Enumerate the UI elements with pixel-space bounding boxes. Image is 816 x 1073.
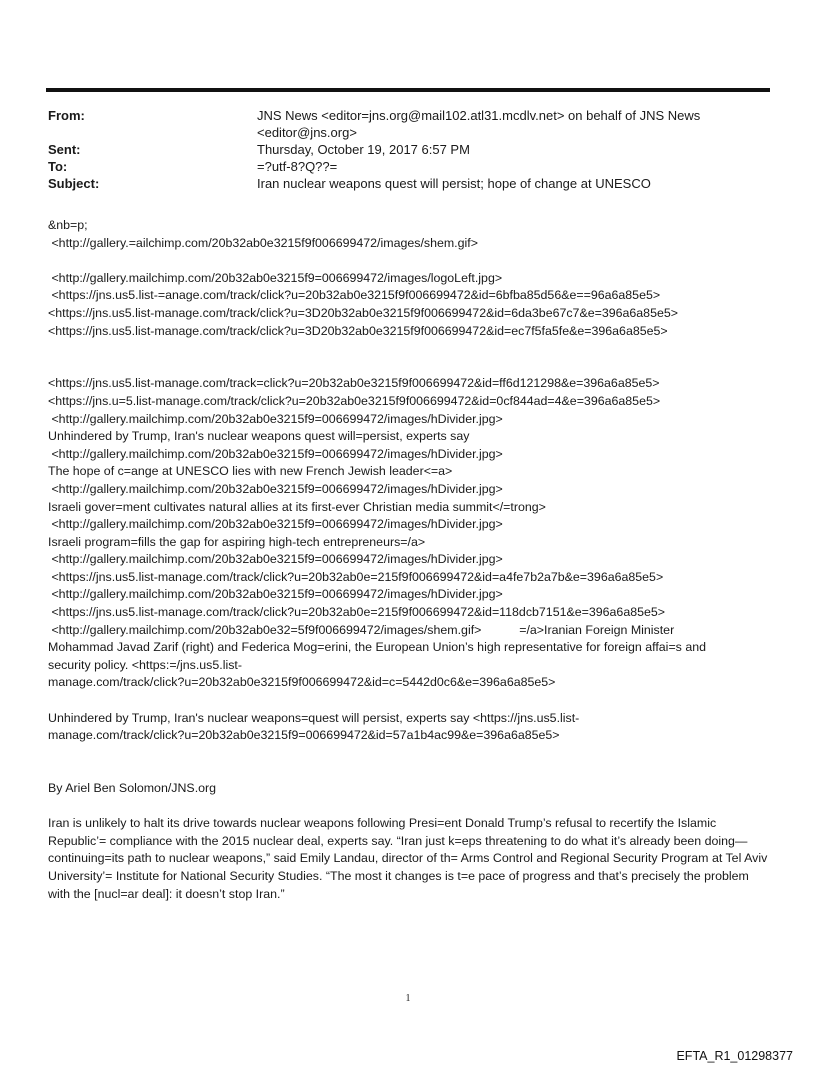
- body-line: Mohammad Javad Zarif (right) and Federica Mog=erini, the European Union’s high representative for foreign affai=s and: [48, 640, 706, 655]
- body-line: manage.com/track/click?u=20b32ab0e3215f9f006699472&id=c=5442d0c6&e=396a6a85e5>: [48, 675, 556, 690]
- from-value: JNS News <editor=jns.org@mail102.atl31.mcdlv.net> on behalf of JNS News <editor@jns.org>: [257, 108, 704, 140]
- email-header: [48, 107, 772, 192]
- body-line: <https://jns.us5.list-manage.com/track=click?u=20b32ab0e3215f9f006699472&id=ff6d121298&e=396a6a85e5>: [48, 376, 660, 391]
- body-line: The hope of c=ange at UNESCO lies with new French Jewish leader<=a>: [48, 464, 453, 479]
- document-id: EFTA_R1_01298377: [676, 1049, 793, 1063]
- body-line: Israeli program=fills the gap for aspiring high-tech entrepreneurs=/a>: [48, 534, 426, 549]
- sent-row: [48, 141, 772, 158]
- header-rule: [46, 88, 770, 92]
- email-body: [48, 217, 772, 903]
- body-line: manage.com/track/click?u=20b32ab0e3215f9=006699472&id=57a1b4ac99&e=396a6a85e5>: [48, 728, 560, 743]
- body-line: <http://gallery.mailchimp.com/20b32ab0e32=5f9f006699472/images/shem.gif> =/a>Iranian Foreign Minister: [48, 622, 675, 637]
- body-line: <https://jns.us5.list-manage.com/track/click?u=20b32ab0e=215f9f006699472&id=118dcb7151&e=396a6a85e5>: [48, 605, 666, 620]
- body-line: <https://jns.us5.list-manage.com/track/click?u=3D20b32ab0e3215f9f006699472&id=ec7f5fa5fe&e=396a6a85e5>: [48, 323, 668, 338]
- subject-value: Iran nuclear weapons quest will persist; hope of change at UNESCO: [257, 176, 651, 191]
- byline: By Ariel Ben Solomon/JNS.org: [48, 781, 217, 795]
- body-line: <https://jns.us5.list-manage.com/track/click?u=3D20b32ab0e3215f9f006699472&id=6da3be67c7&e=396a6a85e5>: [48, 305, 678, 320]
- sent-value: Thursday, October 19, 2017 6:57 PM: [257, 142, 470, 157]
- body-line: Israeli gover=ment cultivates natural allies at its first-ever Christian media summit</=trong>: [48, 499, 546, 514]
- body-line: <http://gallery.mailchimp.com/20b32ab0e3215f9=006699472/images/hDivider.jpg>: [48, 446, 503, 461]
- body-line: <http://gallery.mailchimp.com/20b32ab0e3215f9=006699472/images/hDivider.jpg>: [48, 411, 503, 426]
- to-value: =?utf-8?Q??=: [257, 159, 338, 174]
- body-line: <http://gallery.mailchimp.com/20b32ab0e3215f9=006699472/images/hDivider.jpg>: [48, 587, 503, 602]
- body-line: <https://jns.u=5.list-manage.com/track/click?u=20b32ab0e3215f9f006699472&id=0cf844ad=4&e=396a6a85e5>: [48, 393, 661, 408]
- page-number: 1: [405, 993, 411, 1004]
- from-row: [48, 107, 772, 141]
- to-row: [48, 158, 772, 175]
- body-line: Unhindered by Trump, Iran's nuclear weapons quest will=persist, experts say: [48, 429, 470, 444]
- body-line: <http://gallery.mailchimp.com/20b32ab0e3215f9=006699472/images/hDivider.jpg>: [48, 552, 503, 567]
- body-line: <http://gallery.mailchimp.com/20b32ab0e3215f9=006699472/images/logoLeft.jpg>: [48, 270, 503, 285]
- subject-row: [48, 175, 772, 192]
- body-line: security policy. <https:=/jns.us5.list-: [48, 657, 242, 672]
- body-line: <https://jns.us5.list-=anage.com/track/click?u=20b32ab0e3215f9f006699472&id=6bfba85d56&e==96a6a85e5>: [48, 288, 661, 303]
- body-line: <https://jns.us5.list-manage.com/track/click?u=20b32ab0e=215f9f006699472&id=a4fe7b2a7b&e=396a6a85e5>: [48, 569, 664, 584]
- body-line: &nb=p;: [48, 218, 88, 232]
- body-line: <http://gallery.mailchimp.com/20b32ab0e3215f9=006699472/images/hDivider.jpg>: [48, 481, 503, 496]
- body-line: <http://gallery.=ailchimp.com/20b32ab0e3215f9f006699472/images/shem.gif>: [48, 235, 478, 250]
- body-line: Unhindered by Trump, Iran's nuclear weapons=quest will persist, experts say <https://jns.us5.list-: [48, 710, 580, 725]
- body-line: <http://gallery.mailchimp.com/20b32ab0e3215f9=006699472/images/hDivider.jpg>: [48, 517, 503, 532]
- article-paragraph: Iran is unlikely to halt its drive towards nuclear weapons following Presi=ent Donald Trump’s refusal to recertify the Islamic Republic’= compliance with the 2015 nuclear deal, experts say. “Iran just k=eps threatening to do what it’s already been doing—continuing=its path to nuclear weapons,” said Emily Landau, director of th= Arms Control and Regional Security Program at Tel Aviv University’= Institute for National Security Studies. “The most it changes is t=e pace of progress and that’s precisely the problem with the [nucl=ar deal]: it doesn’t stop Iran.”: [48, 816, 768, 901]
- from-label: From:: [48, 108, 85, 123]
- sent-label: Sent:: [48, 142, 81, 157]
- to-label: To:: [48, 159, 68, 174]
- subject-label: Subject:: [48, 176, 100, 191]
